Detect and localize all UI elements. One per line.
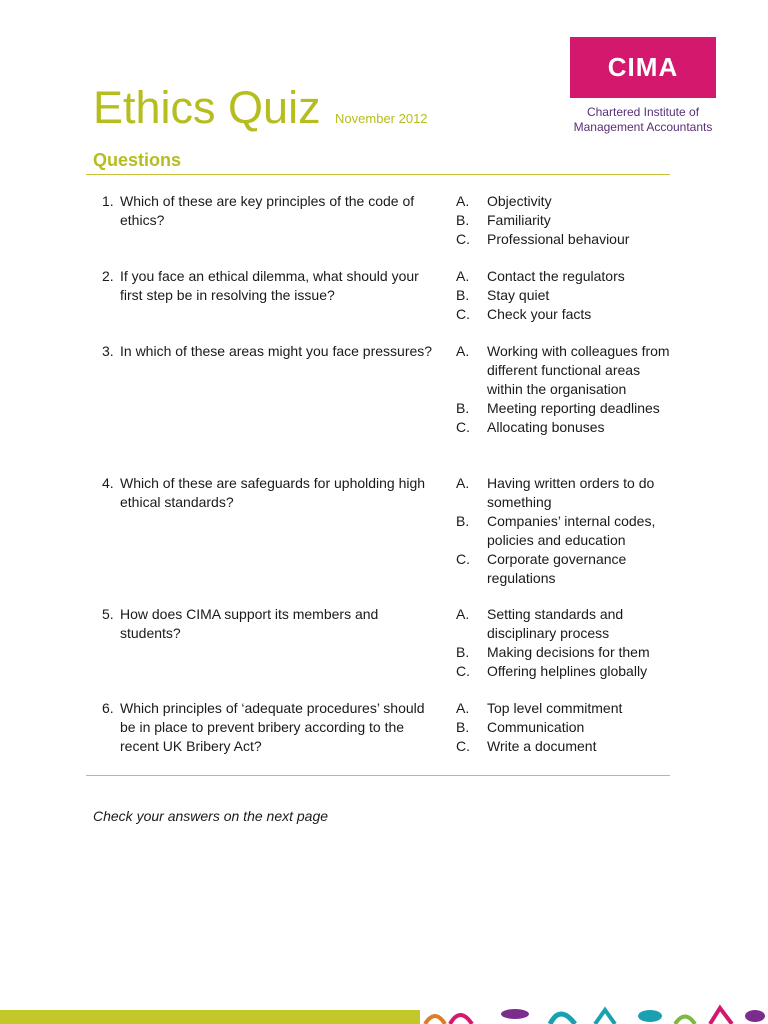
option-letter: C.	[456, 231, 470, 247]
options-list	[456, 699, 671, 756]
option-text: Having written orders to do something	[487, 475, 655, 510]
question-line: ethical standards?	[120, 494, 234, 510]
option-item	[456, 342, 671, 399]
decorative-pattern	[420, 1004, 768, 1024]
option-letter: A.	[456, 268, 470, 284]
date-label: November 2012	[335, 111, 428, 126]
option-letter: C.	[456, 551, 470, 567]
question-line: Which of these are safeguards for upholding high	[120, 475, 426, 491]
top-divider	[86, 174, 670, 175]
option-item	[456, 718, 671, 737]
logo-subtitle	[560, 105, 726, 135]
option-item	[456, 286, 671, 305]
question-line: students?	[120, 625, 181, 641]
option-item	[456, 605, 671, 643]
option-text: Top level commitment	[487, 700, 623, 716]
option-item	[456, 662, 671, 681]
option-text: Check your facts	[487, 306, 592, 322]
option-text: Allocating bonuses	[487, 419, 605, 435]
option-text: Communication	[487, 719, 585, 735]
option-item	[456, 512, 671, 550]
option-letter: A.	[456, 475, 470, 491]
question-text	[102, 267, 440, 305]
option-item	[456, 305, 671, 324]
option-text: Making decisions for them	[487, 644, 650, 660]
question-text	[102, 474, 440, 512]
question-text	[102, 192, 440, 230]
option-text: Professional behaviour	[487, 231, 630, 247]
question-text	[102, 605, 440, 643]
question-line: first step be in resolving the issue?	[120, 287, 335, 303]
logo-text: CIMA	[607, 52, 679, 82]
option-text: Corporate governance regulations	[487, 551, 627, 586]
option-letter: C.	[456, 306, 470, 322]
footer-note: Check your answers on the next page	[93, 808, 329, 824]
option-text: Offering helplines globally	[487, 663, 648, 679]
option-item	[456, 474, 671, 512]
page-title: Ethics Quiz	[93, 82, 321, 133]
options-list	[456, 605, 671, 681]
option-item	[456, 550, 671, 588]
option-text: Familiarity	[487, 212, 551, 228]
question-number: 3.	[102, 343, 114, 359]
option-text: Objectivity	[487, 193, 552, 209]
option-item	[456, 737, 671, 756]
bottom-divider	[86, 775, 670, 776]
option-item	[456, 643, 671, 662]
question-number: 6.	[102, 700, 114, 716]
options-list	[456, 474, 671, 588]
option-letter: C.	[456, 738, 470, 754]
question-line: How does CIMA support its members and	[120, 606, 379, 622]
question-number: 1.	[102, 193, 114, 209]
option-letter: C.	[456, 419, 470, 435]
option-letter: B.	[456, 287, 470, 303]
option-letter: B.	[456, 719, 470, 735]
options-list	[456, 192, 671, 249]
option-text: Companies’ internal codes, policies and education	[487, 513, 656, 548]
question-line: be in place to prevent bribery according to the	[120, 719, 405, 735]
option-text: Working with colleagues from different functional areas within the organisation	[487, 343, 670, 397]
question-line: If you face an ethical dilemma, what should your	[120, 268, 419, 284]
question-line: ethics?	[120, 212, 165, 228]
option-letter: B.	[456, 212, 470, 228]
logo-subtitle-line1: Chartered Institute of	[586, 105, 700, 119]
logo-subtitle-line2: Management Accountants	[573, 120, 713, 134]
option-item	[456, 211, 671, 230]
option-letter: B.	[456, 400, 470, 416]
option-letter: A.	[456, 193, 470, 209]
option-text: Stay quiet	[487, 287, 550, 303]
option-item	[456, 230, 671, 249]
option-letter: B.	[456, 644, 470, 660]
title-block	[93, 82, 428, 134]
question-line: Which of these are key principles of the code of	[120, 193, 415, 209]
option-item	[456, 399, 671, 418]
question-line: recent UK Bribery Act?	[120, 738, 262, 754]
option-letter: B.	[456, 513, 470, 529]
question-text	[102, 699, 440, 756]
options-list	[456, 342, 671, 437]
question-number: 5.	[102, 606, 114, 622]
question-text	[102, 342, 440, 361]
option-text: Meeting reporting deadlines	[487, 400, 660, 416]
option-letter: A.	[456, 606, 470, 622]
option-text: Setting standards and disciplinary process	[487, 606, 624, 641]
option-item	[456, 267, 671, 286]
section-heading: Questions	[93, 150, 182, 170]
question-line: In which of these areas might you face pressures?	[120, 343, 433, 359]
cima-logo	[570, 37, 716, 98]
footer-bar	[0, 1010, 420, 1024]
question-number: 2.	[102, 268, 114, 284]
option-text: Contact the regulators	[487, 268, 625, 284]
option-item	[456, 418, 671, 437]
option-item	[456, 192, 671, 211]
option-letter: C.	[456, 663, 470, 679]
question-number: 4.	[102, 475, 114, 491]
question-line: Which principles of ‘adequate procedures’ should	[120, 700, 425, 716]
option-item	[456, 699, 671, 718]
option-text: Write a document	[487, 738, 597, 754]
options-list	[456, 267, 671, 324]
option-letter: A.	[456, 343, 470, 359]
option-letter: A.	[456, 700, 470, 716]
